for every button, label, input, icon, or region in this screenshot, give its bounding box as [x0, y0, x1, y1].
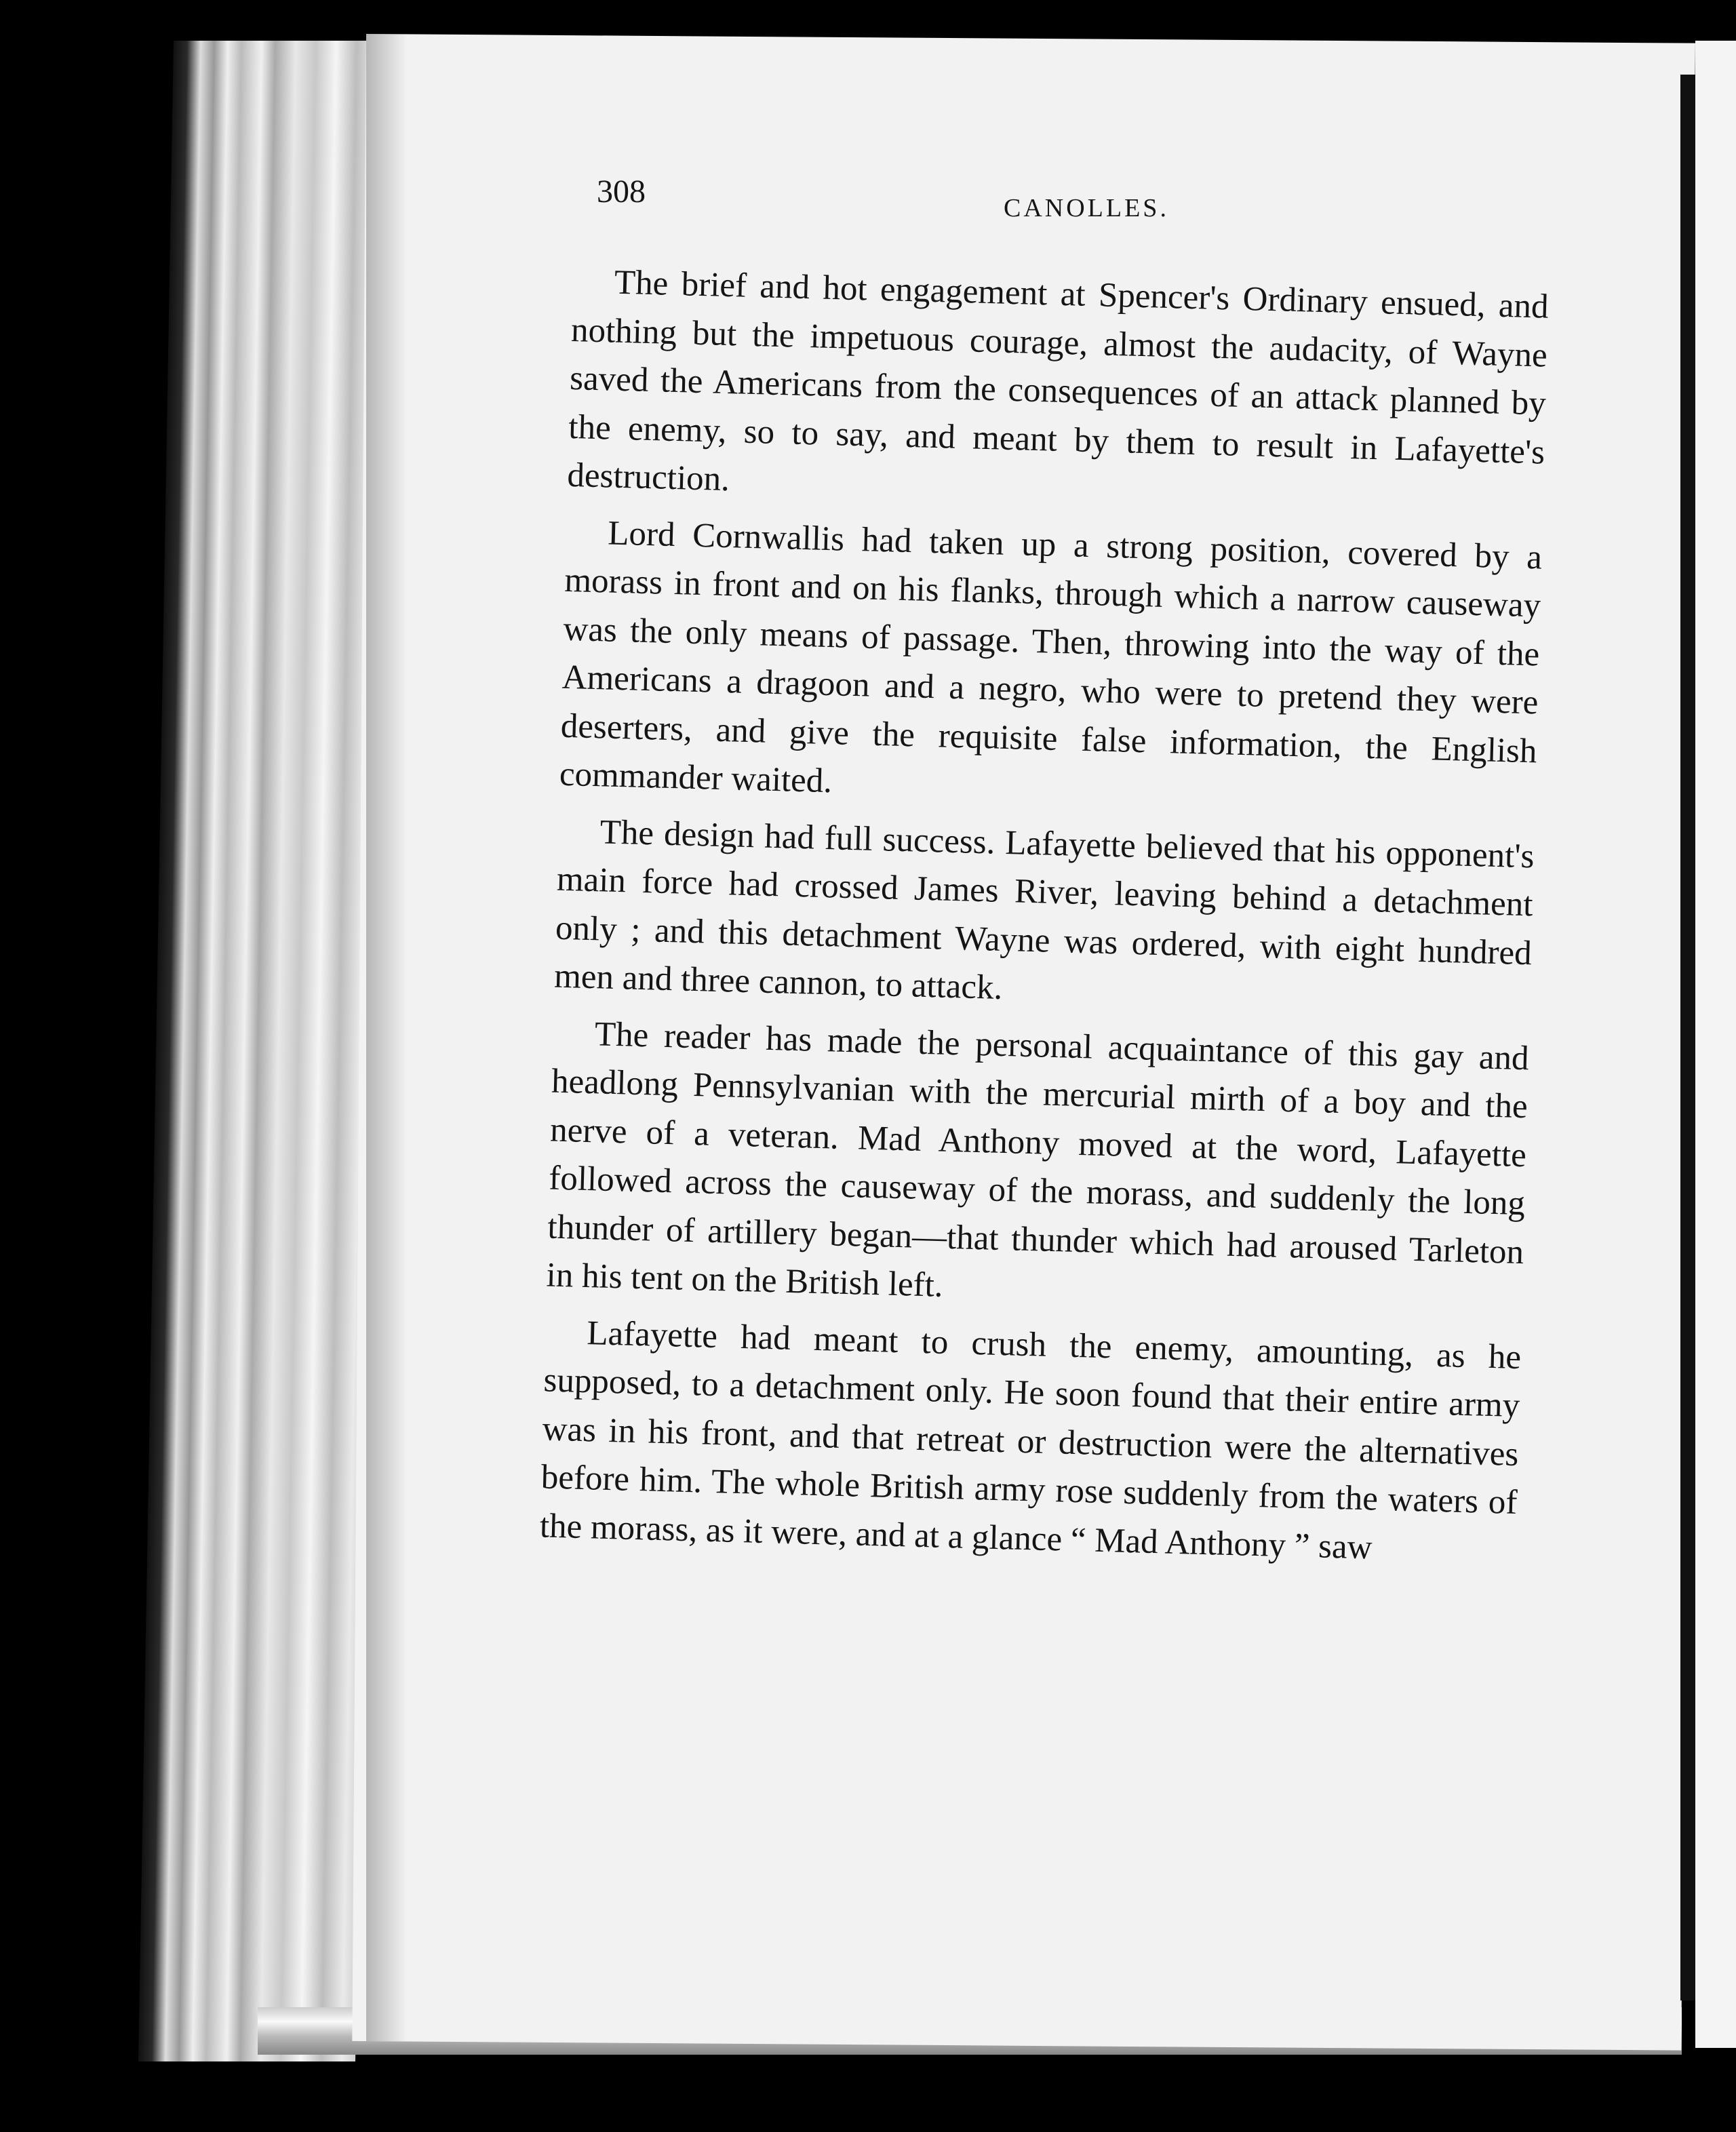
page-number: 308: [597, 174, 646, 210]
paragraph: Lord Cornwallis had taken up a strong position, covered by a morass in front and on his flanks, through which a narrow causeway was the only means of passage. Then, throwing into the way of the Americans a dragoon and a negro, who were to pretend they were deserters, and give the requisite false information, the English commander waited.: [559, 513, 1543, 801]
page-edges: [138, 41, 391, 2061]
spine-line: [1680, 75, 1695, 2000]
body-text: [539, 258, 1550, 1584]
running-head: CANOLLES.: [1004, 194, 1169, 222]
paragraph: The design had full success. Lafayette believed that his opponent's main force had crossed James River, leaving behind a detachment only ; and this detachment Wayne was ordered, with eight hundred men and three cannon, to attack.: [553, 812, 1535, 1007]
page-header: [597, 173, 1546, 227]
paragraph: The reader has made the personal acquaintance of this gay and headlong Pennsylvanian with the mercurial mirth of a boy and the nerve of a veteran. Mad Anthony moved at the word, Lafayette followed across the causeway of the morass, and suddenly the long thunder of artillery began—that thunder which had aroused Tarleton in his tent on the British left.: [545, 1014, 1530, 1305]
paragraph: Lafayette had meant to crush the enemy, amounting, as he supposed, to a detachment only. He soon found that their entire army was in his front, and that retreat or destruction were the alternatives before him. The whole British army rose suddenly from the waters of the morass, as it were, and at a glance “ Mad Anthony ” saw: [539, 1314, 1522, 1566]
facing-page-strip: [1695, 41, 1736, 2048]
gutter-shadow: [366, 34, 407, 2041]
paragraph: The brief and hot engagement at Spencer's Ordinary ensued, and nothing but the impetuous courage, almost the audacity, of Wayne saved the Americans from the consequences of an attack planned by the enemy, so to say, and meant by them to result in Lafayette's destruction.: [566, 263, 1550, 499]
